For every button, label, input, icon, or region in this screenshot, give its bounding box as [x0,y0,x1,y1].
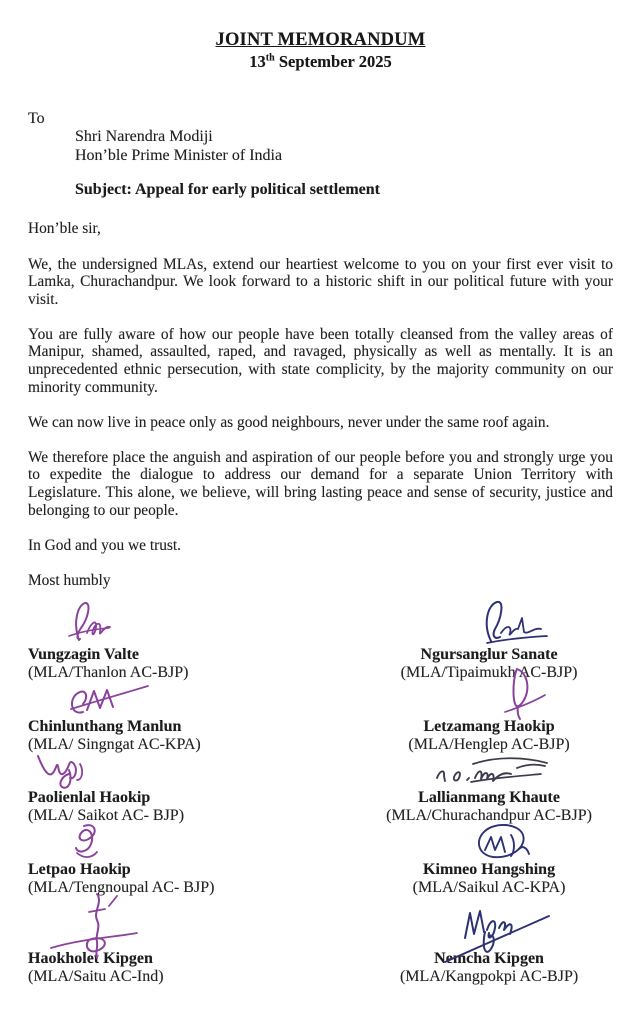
document-title: JOINT MEMORANDUM [215,30,426,50]
signature-block-khaute [365,754,613,825]
signature-block-letzamang [365,682,613,754]
signature-ink-letpao [60,819,108,863]
address-block [28,110,613,199]
document-date [28,52,613,72]
signature-row-5 [28,897,613,986]
signer-name: Haokholet Kipgen [28,950,153,968]
signer-constituency: (MLA/Thanlon AC-BJP) [28,664,189,682]
date-month-year: September 2025 [274,52,392,71]
signature-ink-haokholet [45,892,141,962]
signature-ink-letzamang [489,666,547,720]
signature-block-valte [28,606,365,682]
signature-ink-nemcha [437,904,555,968]
signature-ink-sanate [477,597,553,647]
subject-line: Subject: Appeal for early political settlement [75,181,380,198]
paragraph-neighbours: We can now live in peace only as good neighbours, never under the same roof again. [28,413,550,431]
signer-name: Letpao Haokip [28,861,131,879]
signature-block-haokholet [28,897,365,986]
signature-ink-manlun [63,681,151,719]
signoff-line: Most humbly [28,572,111,590]
paragraph-welcome: We, the undersigned MLAs, extend our heartiest welcome to you on your first ever visit to Lamka, Churachandpur. We look forward to a historic shift in our political future with your visit. [28,255,613,308]
paragraph-grievance: You are fully aware of how our people have been totally cleansed from the valley areas of Manipur, shamed, assaulted, raped, and ravaged, physically as well as mentally. It is an unprecedented ethnic persecution, with state complicity, by the majority community on our minority community. [28,325,613,396]
signature-block-kimneo [365,825,613,897]
signature-block-manlun [28,682,365,754]
signer-constituency: (MLA/ Saikot AC- BJP) [28,807,185,825]
to-label: To [28,110,45,127]
signature-row-2 [28,682,613,754]
signer-constituency: (MLA/ Singngat AC-KPA) [28,736,201,754]
recipient-block [75,128,613,165]
signer-name: Kimneo Hangshing [423,861,556,879]
signature-ink-paolienlal [32,750,118,792]
signature-ink-khaute [433,754,553,788]
signature-block-nemcha [365,897,613,986]
signer-constituency: (MLA/Saikul AC-KPA) [412,879,566,897]
paragraph-demand: We therefore place the anguish and aspiration of our people before you and strongly urge you to expedite the dialogue to address our demand for a separate Union Territory with Legislature. This alone, we believe, will bring lasting peace and sense of security, justice and belonging to our people. [28,448,613,519]
signature-ink-valte [65,598,127,646]
signature-ink-kimneo [463,820,533,862]
date-ordinal-suffix: th [265,52,275,64]
signature-block-paolienlal [28,754,365,825]
signature-block-letpao [28,825,365,897]
signer-constituency: (MLA/Churachandpur AC-BJP) [386,807,592,825]
closing-line: In God and you we trust. [28,536,182,554]
date-day: 13 [249,52,266,71]
signer-constituency: (MLA/Tipaimukh AC-BJP) [400,664,578,682]
recipient-designation: Hon’ble Prime Minister of India [75,146,283,164]
signature-row-3 [28,754,613,825]
signer-name: Nemcha Kipgen [434,950,544,968]
signer-constituency: (MLA/Henglep AC-BJP) [408,736,570,754]
signer-constituency: (MLA/Kangpokpi AC-BJP) [399,968,579,986]
signer-name: Vungzagin Valte [28,646,139,664]
signer-name: Paolienlal Haokip [28,789,151,807]
signer-constituency: (MLA/Saitu AC-Ind) [28,968,164,986]
signer-name: Lallianmang Khaute [418,789,560,807]
signer-name: Chinlunthang Manlun [28,718,182,736]
signer-name: Letzamang Haokip [423,718,555,736]
signature-row-4 [28,825,613,897]
signer-name: Ngursanglur Sanate [420,646,558,664]
signature-area [28,606,613,986]
salutation: Hon’ble sir, [28,220,101,237]
signer-constituency: (MLA/Tengnoupal AC- BJP) [28,879,215,897]
recipient-name: Shri Narendra Modiji [75,128,213,145]
